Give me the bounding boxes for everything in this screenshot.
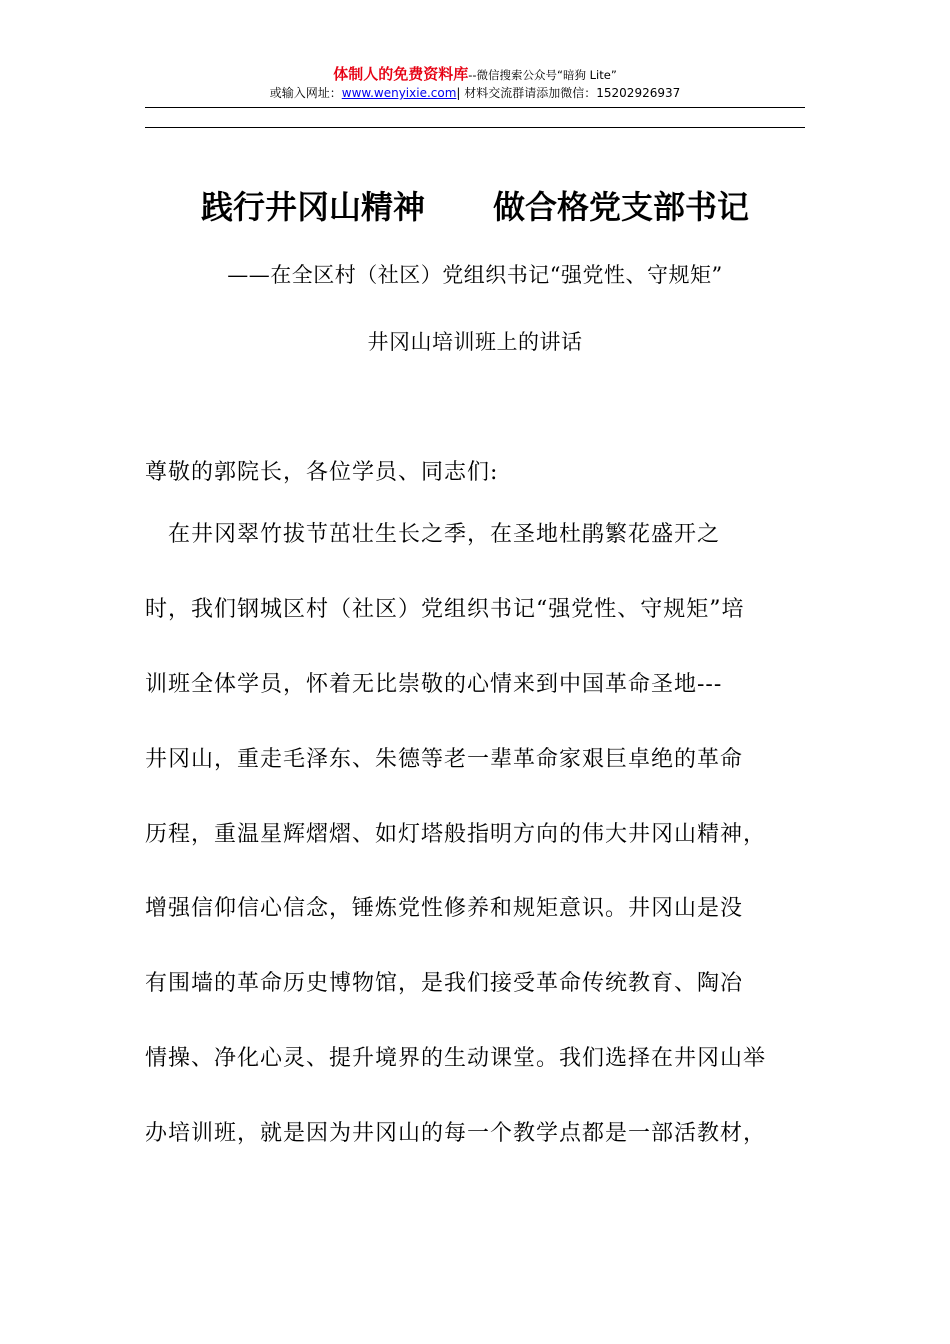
header-divider-bottom [145,127,805,128]
title-part-1: 践行井冈山精神 [200,188,425,226]
header-tagline: --微信搜索公众号“暗狗 Lite” [468,68,617,82]
body-line: 办培训班，就是因为井冈山的每一个教学点都是一部活教材， [145,1121,767,1146]
body-line: 时，我们钢城区村（社区）党组织书记“强党性、守规矩”培 [145,597,745,622]
subtitle-line-1: ——在全区村（社区）党组织书记“强党性、守规矩” [227,263,723,287]
body-line: 训班全体学员，怀着无比崇敬的心情来到中国革命圣地--- [145,672,723,697]
header-promo-line [145,64,805,85]
greeting: 尊敬的郭院长，各位学员、同志们: [145,460,499,485]
page-header [145,64,805,102]
body-line: 在井冈翠竹拔节茁壮生长之季，在圣地杜鹃繁花盛开之 [145,522,721,547]
header-contact-line [145,85,805,102]
body-line: 有围墙的革命历史博物馆，是我们接受革命传统教育、陶冶 [145,971,744,996]
body-line: 历程，重温星辉熠熠、如灯塔般指明方向的伟大井冈山精神， [145,822,767,847]
header-url-link[interactable]: www.wenyixie.com [341,86,457,100]
body-line: 井冈山，重走毛泽东、朱德等老一辈革命家艰巨卓绝的革命 [145,747,744,772]
title-part-2: 做合格党支部书记 [493,188,750,226]
header-url-prefix: 或输入网址： [269,86,342,100]
header-divider-top [145,107,805,108]
header-contact-suffix: | 材料交流群请添加微信：15202926937 [456,86,681,100]
body-line: 情操、净化心灵、提升境界的生动课堂。我们选择在井冈山举 [145,1046,767,1071]
body-line: 增强信仰信心信念，锤炼党性修养和规矩意识。井冈山是没 [145,896,744,921]
document-title [0,182,950,232]
header-brand: 体制人的免费资料库 [333,65,469,83]
subtitle-line-2: 井冈山培训班上的讲话 [367,330,583,354]
